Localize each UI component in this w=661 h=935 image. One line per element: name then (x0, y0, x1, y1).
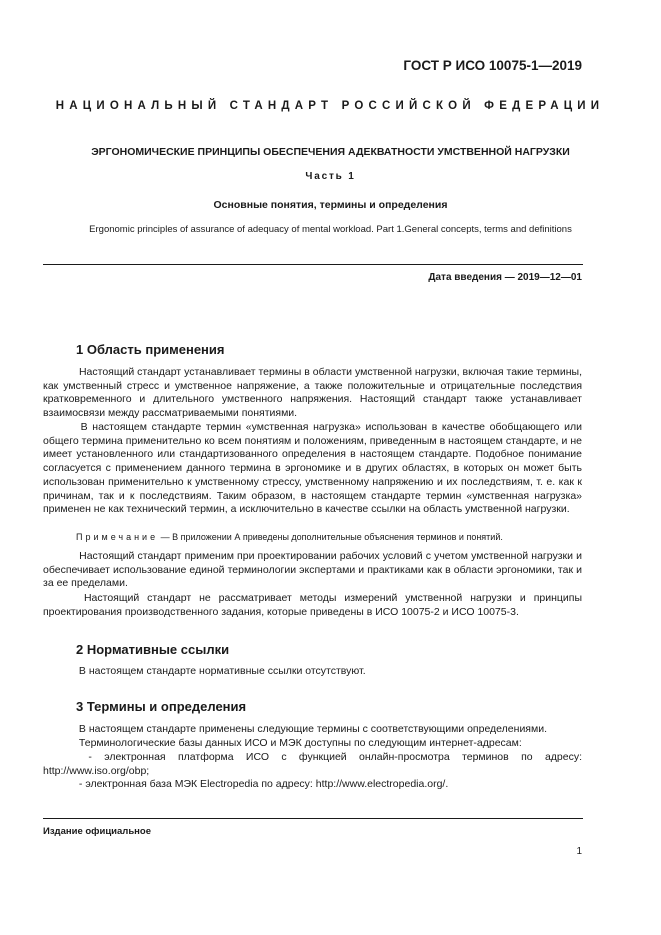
section-1-heading: 1 Область применения (76, 342, 225, 357)
section-3-list-item-2-text: - электронная база МЭК Electropedia по адресу: http://www.electropedia.org/. (78, 778, 449, 790)
section-3-paragraph-1 (43, 723, 582, 737)
section-1-paragraph-3-text: Настоящий стандарт применим при проектировании рабочих условий с учетом умственной нагрузки и обеспечивает использование единой терминологии экспертами и практиками как в области эргономики, так и за ее пределами. (43, 550, 582, 590)
introduction-date: Дата введения — 2019—12—01 (428, 272, 582, 283)
section-2-paragraph-1 (43, 665, 582, 679)
section-1-paragraph-4 (43, 592, 582, 619)
page-number: 1 (576, 846, 582, 857)
header-divider (43, 264, 583, 265)
section-2-heading: 2 Нормативные ссылки (76, 642, 230, 657)
section-3-paragraph-2-text: Терминологические базы данных ИСО и МЭК доступны по следующим интернет-адресам: (78, 737, 522, 749)
section-3-heading: 3 Термины и определения (76, 699, 247, 714)
section-3-paragraph-2 (43, 737, 582, 751)
section-3-list-item-1-text: - электронная платформа ИСО с функцией онлайн-просмотра терминов по адресу: http://www.iso.org/obp; (43, 751, 583, 777)
section-1-paragraph-2-text: В настоящем стандарте термин «умственная нагрузка» использован в качестве обобщающего или общего термина применительно ко всем понятиям и положениям, приведенным в настоящем стандарте, и не имеет установленного или стандартизованного определения в настоящем стандарте. Подобное понимание согласуется с применением данного термина в эргономике и в других областях, в которых он может быть использован применительно к умственному стрессу, умственному напряжению и их последствиям, т. е. как к причинам, так и к последствиям. Таким образом, в настоящем стандарте термин «умственная нагрузка» применен не как технический термин, а исключительно в качестве ссылки на область умственной нагрузки. (43, 421, 582, 516)
section-2-paragraph-1-text: В настоящем стандарте нормативные ссылки отсутствуют. (78, 665, 366, 677)
section-1-paragraph-2 (43, 421, 582, 517)
english-title: Ergonomic principles of assurance of adequacy of mental workload. Part 1.General concepts, terms and definitions (89, 224, 572, 235)
section-1-paragraph-1-text: Настоящий стандарт устанавливает термины в области умственной нагрузки, включая такие термины, как умственный стресс и умственное напряжение, а также положительные и отрицательные последствия кратковременного и длительного умственного напряжения. Настоящий стандарт также устанавливает взаимосвязи между рассматриваемыми понятиями. (43, 366, 582, 420)
footer-divider (43, 818, 583, 819)
section-1-paragraph-1 (43, 366, 582, 421)
document-title: ЭРГОНОМИЧЕСКИЕ ПРИНЦИПЫ ОБЕСПЕЧЕНИЯ АДЕКВАТНОСТИ УМСТВЕННОЙ НАГРУЗКИ (91, 146, 570, 158)
section-3-list-item-1 (43, 751, 582, 778)
note-text: — В приложении А приведены дополнительные объяснения терминов и понятий. (160, 532, 503, 542)
section-3-list-item-2 (43, 778, 582, 792)
section-1-note (76, 531, 582, 543)
section-3-paragraph-1-text: В настоящем стандарте применены следующие термины с соответствующими определениями. (78, 723, 547, 735)
standard-number: ГОСТ Р ИСО 10075-1—2019 (403, 58, 582, 73)
edition-label: Издание официальное (43, 826, 151, 837)
document-subtitle: Основные понятия, термины и определения (213, 199, 448, 211)
note-label: Примечание (76, 532, 159, 542)
part-label: Часть 1 (305, 171, 356, 182)
section-1-paragraph-4-text: Настоящий стандарт не рассматривает методы измерений умственной нагрузки и принципы проектирования производственного задания, которые приведены в ИСО 10075-2 и ИСО 10075-3. (43, 592, 582, 618)
national-standard-label: НАЦИОНАЛЬНЫЙ СТАНДАРТ РОССИЙСКОЙ ФЕДЕРАЦИИ (55, 100, 605, 112)
section-1-paragraph-3 (43, 550, 582, 591)
